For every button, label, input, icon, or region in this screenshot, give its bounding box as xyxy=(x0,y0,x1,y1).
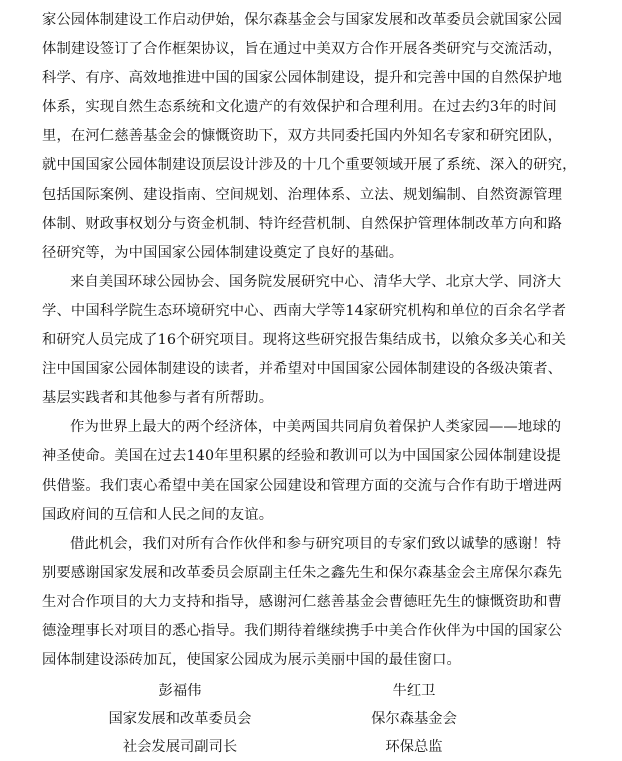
paragraph xyxy=(42,530,590,675)
text-line: 作为世界上最大的两个经济体，中美两国共同肩负着保护人类家园——地球的 xyxy=(70,419,562,436)
signature-block-left xyxy=(100,677,260,761)
text-line: 体制、财政事权划分与资金机制、特许经营机制、自然保护管理体制改革方向和路 xyxy=(42,215,563,232)
text-line: 包括国际案例、建设指南、空间规划、治理体系、立法、规划编制、自然资源管理 xyxy=(42,186,563,203)
signatory-organization: 保尔森基金会 xyxy=(371,711,457,727)
text-line: 径研究等，为中国国家公园体制建设奠定了良好的基础。 xyxy=(42,244,404,261)
text-line: 国政府间的互信和人民之间的友谊。 xyxy=(42,506,274,523)
text-line: 基层实践者和其他参与者有所帮助。 xyxy=(42,390,274,407)
text-line: 学、中国科学院生态环境研究中心、西南大学等14家研究机构和单位的百余名学者 xyxy=(42,302,567,319)
text-line: 体制建设签订了合作框架协议，旨在通过中美双方合作开展各类研究与交流活动， xyxy=(42,41,563,58)
text-line: 生对合作项目的大力支持和指导，感谢河仁慈善基金会曹德旺先生的慷慨资助和曹 xyxy=(42,593,563,610)
text-line: 供借鉴。我们衷心希望中美在国家公园建设和管理方面的交流与合作有助于增进两 xyxy=(42,477,563,494)
paragraph xyxy=(42,268,590,413)
paragraph xyxy=(42,6,590,268)
signatory-title: 环保总监 xyxy=(385,739,443,755)
signatory-title: 社会发展司副司长 xyxy=(122,739,238,755)
text-line: 和研究人员完成了16个研究项目。现将这些研究报告集结成书，以飨众多关心和关 xyxy=(42,332,567,349)
text-line: 借此机会，我们对所有合作伙伴和参与研究项目的专家们致以诚挚的感谢！特 xyxy=(70,535,562,552)
text-line: 德淦理事长对项目的悉心指导。我们期待着继续携手中美合作伙伴为中国的国家公 xyxy=(42,622,563,639)
signatory-name: 牛红卫 xyxy=(392,683,436,699)
preface-body xyxy=(42,6,590,675)
text-line: 神圣使命。美国在过去140年里积累的经验和教训可以为中国国家公园体制建设提 xyxy=(42,448,561,465)
text-line: 来自美国环球公园协会、国务院发展研究中心、清华大学、北京大学、同济大 xyxy=(70,273,562,290)
text-line: 科学、有序、高效地推进中国的国家公园体制建设，提升和完善中国的自然保护地 xyxy=(42,70,563,87)
text-line: 园体制建设添砖加瓦，使国家公园成为展示美丽中国的最佳窗口。 xyxy=(42,652,461,669)
signature-block-right xyxy=(344,677,484,761)
text-line: 别要感谢国家发展和改革委员会原副主任朱之鑫先生和保尔森基金会主席保尔森先 xyxy=(42,564,563,581)
text-line: 家公园体制建设工作启动伊始，保尔森基金会与国家发展和改革委员会就国家公园 xyxy=(42,12,563,28)
text-line: 体系，实现自然生态系统和文化遗产的有效保护和合理利用。在过去约3年的时间 xyxy=(42,99,557,116)
signatory-name: 彭福伟 xyxy=(158,683,202,699)
text-line: 注中国国家公园体制建设的读者，并希望对中国国家公园体制建设的各级决策者、 xyxy=(42,361,563,378)
text-line: 就中国国家公园体制建设顶层设计涉及的十几个重要领域开展了系统、深入的研究， xyxy=(42,157,577,174)
text-line: 里，在河仁慈善基金会的慷慨资助下，双方共同委托国内外知名专家和研究团队， xyxy=(42,128,563,145)
paragraph xyxy=(42,413,590,529)
signatory-organization: 国家发展和改革委员会 xyxy=(108,711,252,727)
